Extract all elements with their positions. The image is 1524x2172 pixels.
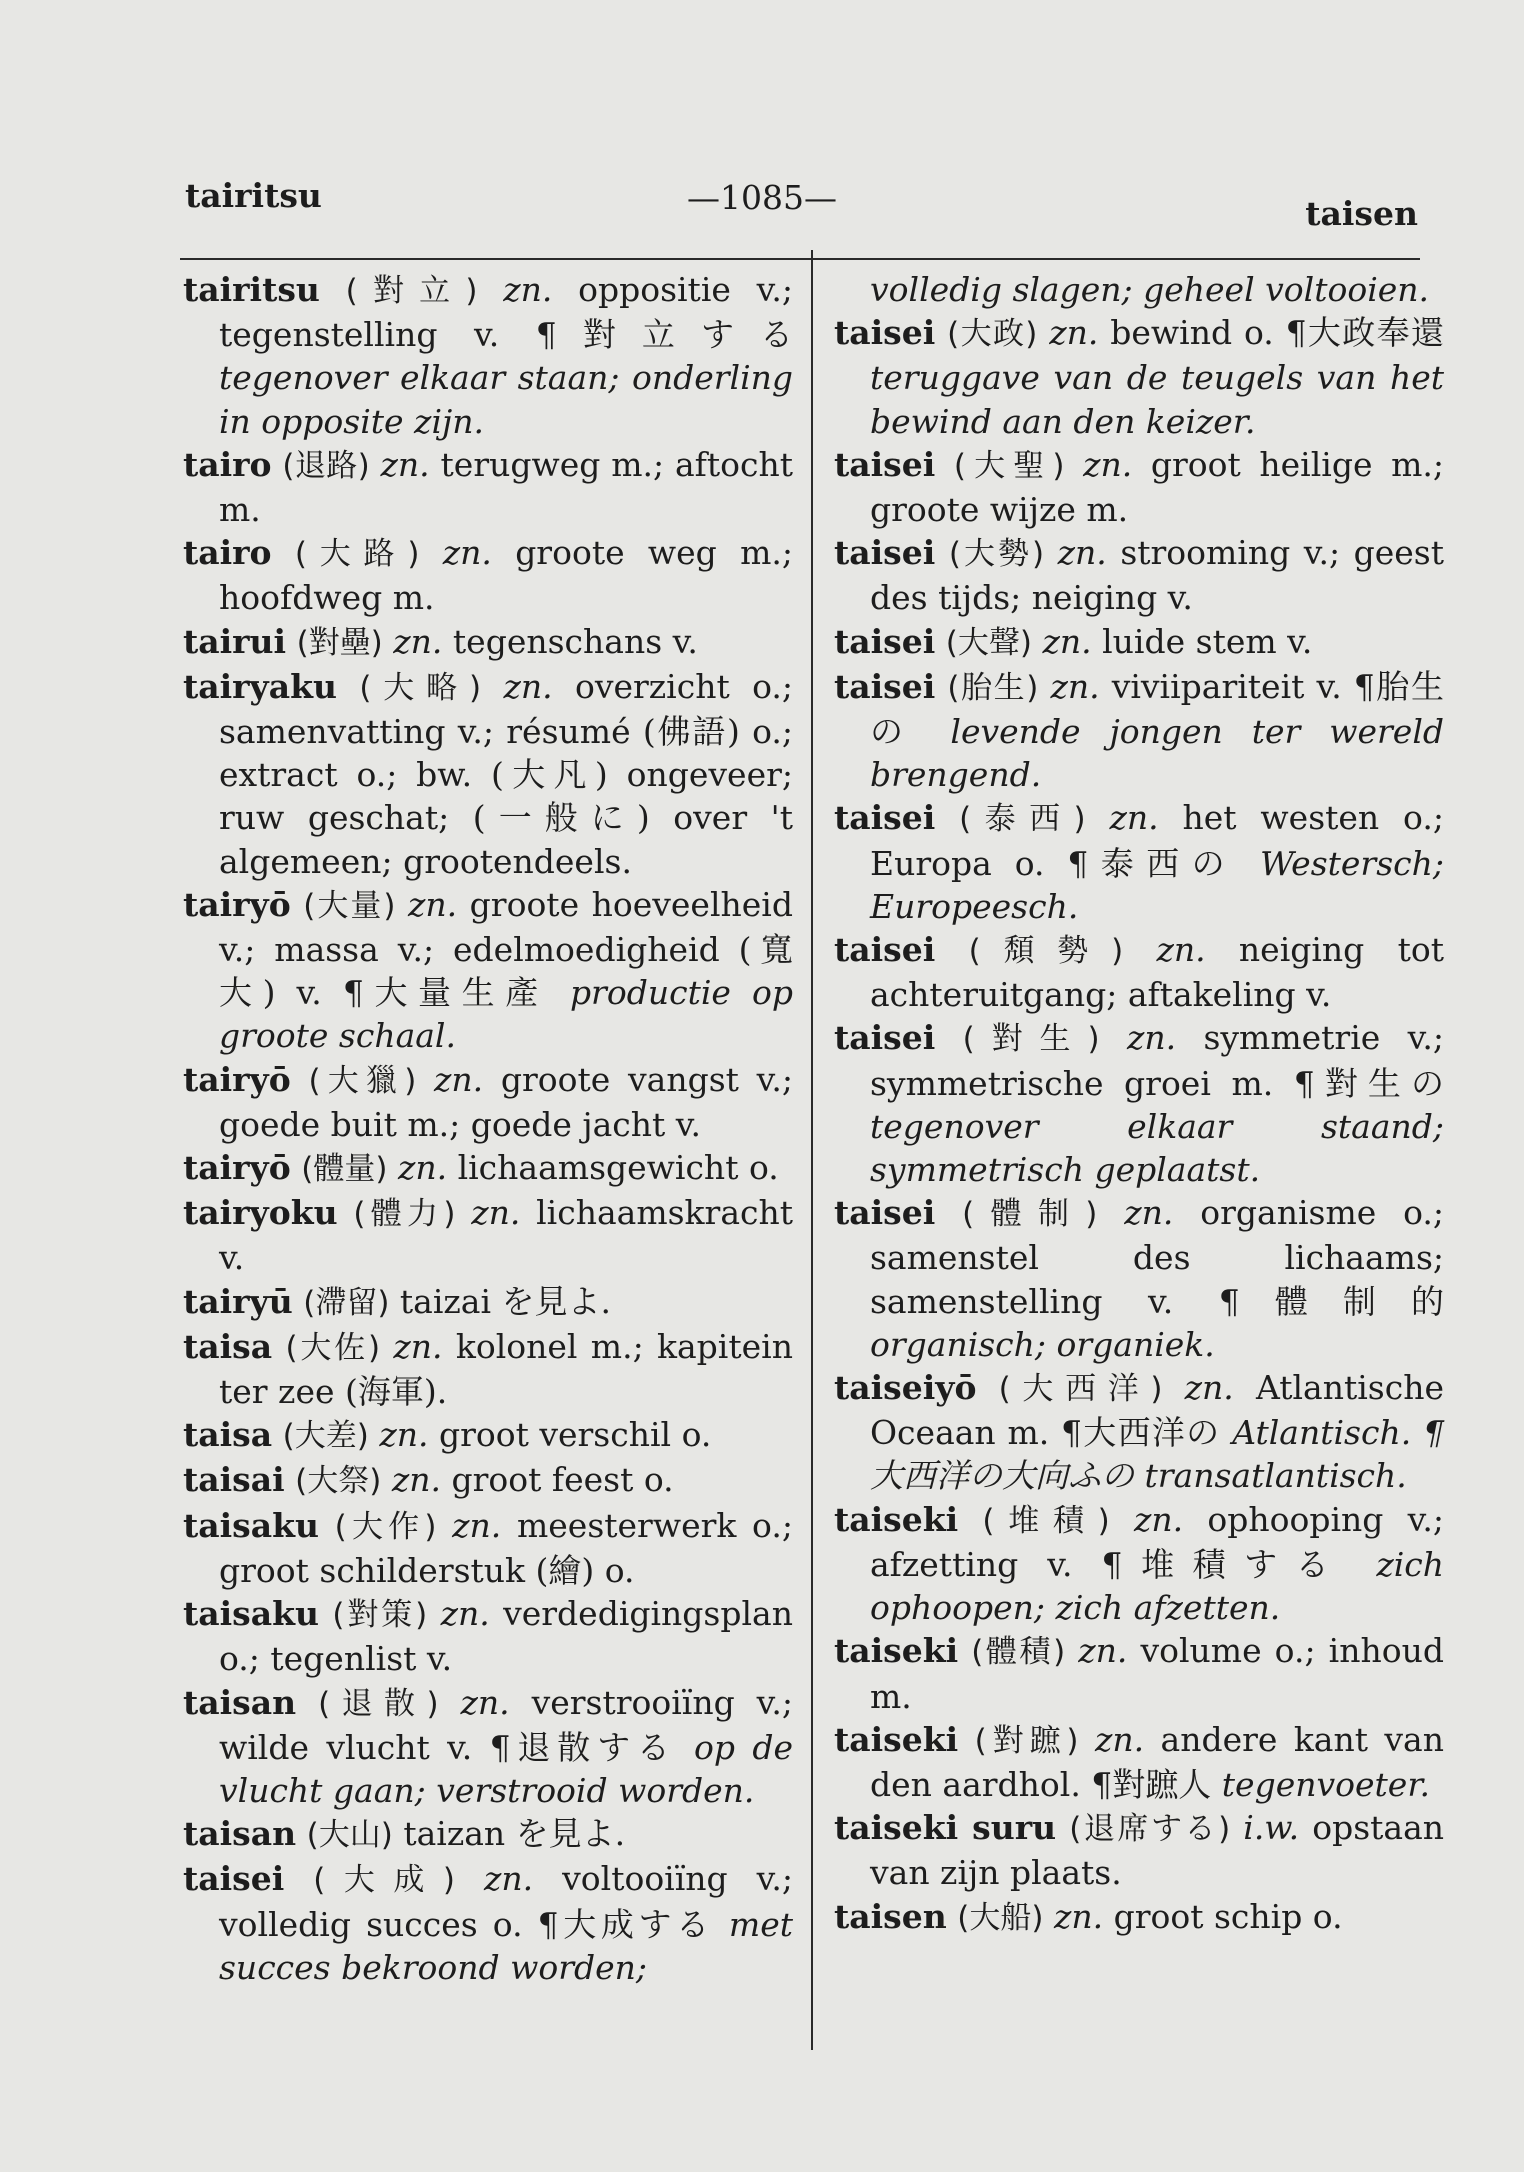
dictionary-entry: [183, 1812, 793, 1857]
part-of-speech: zn.: [391, 1460, 442, 1500]
italic-gloss: levende jongen ter wereld brengend.: [870, 712, 1445, 795]
dictionary-entry: [183, 1458, 793, 1503]
headword: taisei: [834, 444, 936, 484]
definition: ophooping v.; afzetting v. ¶堆積する: [870, 1499, 1444, 1584]
part-of-speech: zn.: [1156, 930, 1206, 970]
kanji: (體力): [353, 1196, 456, 1233]
definition: oppositie v.; tegenstelling v. ¶對立する: [219, 270, 793, 355]
kanji: (體制): [962, 1196, 1098, 1233]
definition: het westen o.; Europa o. ¶泰西の: [870, 798, 1444, 883]
kanji: (大佐): [285, 1329, 381, 1366]
running-head-left: tairitsu: [185, 176, 322, 215]
headword: taiseki: [834, 1631, 959, 1671]
definition: volume o.; inhoud m.: [870, 1631, 1444, 1716]
part-of-speech: zn.: [460, 1682, 510, 1722]
dictionary-entry: [183, 1413, 793, 1458]
headword: tairyoku: [183, 1193, 338, 1233]
left-column: [183, 268, 793, 1989]
dictionary-entry: [183, 531, 793, 619]
dictionary-entry: [834, 928, 1444, 1016]
headword: taisei: [834, 798, 936, 838]
kanji: (大略): [359, 669, 482, 706]
dictionary-entry: [834, 1498, 1444, 1630]
dictionary-entry: [183, 1681, 793, 1813]
kanji: (大山): [306, 1817, 393, 1854]
definition: Atlantische Oceaan m. ¶大西洋の: [870, 1368, 1444, 1453]
definition: meesterwerk o.; groot schilderstuk (繪) o.: [219, 1505, 793, 1590]
dictionary-entry: [183, 268, 793, 443]
dictionary-entry: [834, 1895, 1444, 1940]
entry-continuation: [834, 268, 1444, 311]
definition: luide stem v.: [1102, 621, 1313, 661]
definition: organisme o.; samenstel des lichaams; samenstelling v. ¶體制的: [870, 1193, 1445, 1321]
part-of-speech: zn.: [1109, 798, 1159, 838]
dictionary-entry: [183, 665, 793, 883]
part-of-speech: zn.: [503, 270, 553, 309]
italic-gloss: tegenvoeter.: [1221, 1764, 1430, 1804]
definition: groot verschil o.: [438, 1415, 712, 1455]
kanji: (對立): [345, 273, 478, 309]
kanji: (大成): [313, 1862, 455, 1899]
italic-gloss: op de vlucht gaan; verstrooid worden.: [219, 1727, 793, 1810]
headword: taiseki: [834, 1499, 959, 1539]
headword: taiseiyō: [834, 1368, 977, 1408]
definition: verdedigingsplan o.; tegenlist v.: [219, 1594, 793, 1679]
definition: terugweg m.; aftocht m.: [219, 444, 793, 530]
kanji: (大聲): [945, 624, 1032, 661]
headword: tairyō: [183, 884, 291, 924]
kanji: (對蹠): [974, 1722, 1079, 1759]
part-of-speech: zn.: [1124, 1193, 1174, 1233]
dictionary-entry: [183, 1504, 793, 1592]
headword: taisaku: [183, 1594, 319, 1634]
headword: taisei: [183, 1859, 285, 1899]
part-of-speech: zn.: [483, 1859, 534, 1899]
kanji: (泰西): [959, 801, 1086, 838]
kanji: (大差): [282, 1418, 369, 1455]
part-of-speech: zn.: [1126, 1018, 1177, 1058]
kanji: (體積): [971, 1634, 1066, 1671]
kanji: (大西洋): [998, 1371, 1163, 1408]
page-number: —1085—: [687, 178, 837, 217]
running-head-right: taisen: [1305, 194, 1418, 233]
headword: tairyō: [183, 1059, 291, 1099]
kanji: (大獵): [308, 1062, 417, 1099]
definition: andere kant van den aardhol. ¶對蹠人: [870, 1719, 1444, 1804]
definition: neiging tot achteruitgang; aftakeling v.: [870, 930, 1444, 1015]
definition: lichaamskracht v.: [219, 1193, 793, 1278]
definition: groote hoeveelheid v.; massa v.; edelmoedigheid (寬大) v. ¶大量生產: [219, 884, 793, 1013]
kanji: (大作): [334, 1508, 437, 1545]
definition: lichaamsgewicht o.: [457, 1148, 779, 1188]
headword: taisei: [834, 666, 936, 706]
part-of-speech: i.w.: [1243, 1808, 1300, 1848]
kanji: (退散): [318, 1685, 439, 1722]
kanji: (大船): [957, 1899, 1044, 1936]
headword: tairyū: [183, 1281, 293, 1321]
dictionary-entry: [834, 796, 1444, 928]
dictionary-entry: [183, 1325, 793, 1413]
kanji: (對生): [962, 1021, 1100, 1058]
dictionary-entry: [834, 531, 1444, 619]
italic-gloss: productie op groote schaal.: [219, 973, 793, 1056]
definition: strooming v.; geest des tijds; neiging v.: [870, 533, 1444, 618]
part-of-speech: zn.: [503, 666, 553, 706]
part-of-speech: zn.: [408, 884, 458, 924]
headword: taiseki: [834, 1719, 959, 1759]
kanji: (大量): [303, 887, 396, 924]
header-rule: [180, 258, 1420, 260]
definition: groote vangst v.; goede buit m.; goede jacht v.: [219, 1059, 793, 1144]
part-of-speech: zn.: [1094, 1719, 1145, 1759]
kanji: (堆積): [982, 1502, 1110, 1539]
part-of-speech: zn.: [1042, 621, 1092, 661]
definition: taizai を見よ.: [399, 1281, 612, 1321]
definition: taizan を見よ.: [403, 1814, 626, 1854]
headword: tairui: [183, 621, 287, 661]
kanji: (頽勢): [968, 933, 1124, 970]
headword: taisei: [834, 621, 936, 661]
definition: kolonel m.; kapitein ter zee (海軍).: [219, 1326, 793, 1412]
dictionary-entry: [834, 1718, 1444, 1806]
definition: bewind o. ¶大政奉還: [1110, 313, 1444, 353]
dictionary-entry: [834, 620, 1444, 665]
part-of-speech: zn.: [1050, 666, 1100, 706]
kanji: (大勢): [948, 536, 1045, 573]
dictionary-entry: [183, 1058, 793, 1146]
part-of-speech: zn.: [1134, 1499, 1184, 1539]
headword: taisei: [834, 313, 936, 353]
definition: symmetrie v.; symmetrische groei m. ¶對生の: [870, 1018, 1444, 1103]
headword: taisei: [834, 533, 936, 573]
definition: voltooiïng v.; volledig succes o. ¶大成する: [219, 1859, 793, 1944]
italic-gloss: teruggave van de teugels van het bewind aan den keizer.: [870, 358, 1444, 441]
italic-gloss: Atlantisch. ¶大西洋の大向ふの transatlantisch.: [870, 1413, 1444, 1496]
part-of-speech: zn.: [397, 1148, 448, 1188]
part-of-speech: zn.: [380, 444, 430, 484]
italic-gloss: zich ophoopen; zich afzetten.: [870, 1544, 1444, 1628]
dictionary-entry: [183, 1191, 793, 1279]
part-of-speech: zn.: [393, 621, 443, 661]
headword: taiseki suru: [834, 1808, 1057, 1848]
dictionary-entry: [834, 1629, 1444, 1717]
part-of-speech: zn.: [1053, 1896, 1104, 1936]
italic-gloss: met succes bekroond worden;: [219, 1904, 794, 1987]
headword: taisei: [834, 1018, 936, 1058]
dictionary-entry: [183, 1592, 793, 1680]
part-of-speech: zn.: [1078, 1631, 1128, 1671]
dictionary-entry: [183, 1280, 793, 1325]
definition: overzicht o.; samenvatting v.; résumé (佛語) o.; extract o.; bw. (大凡) ongeveer; ruw geschat; (一般に) over 't algemeen; grootendeels.: [219, 666, 793, 881]
italic-gloss: organisch; organiek.: [870, 1324, 1215, 1364]
kanji: (滯留): [303, 1284, 390, 1321]
definition: groot feest o.: [451, 1460, 674, 1500]
kanji: (對策): [332, 1597, 428, 1634]
kanji: (大政): [947, 316, 1038, 353]
kanji: (大路): [294, 536, 420, 573]
definition: tegenschans v.: [452, 621, 698, 661]
headword: tairo: [183, 444, 272, 484]
right-column: [834, 268, 1444, 1940]
headword: tairo: [183, 533, 272, 573]
headword: taisaku: [183, 1505, 319, 1545]
definition: groote weg m.; hoofdweg m.: [219, 533, 793, 618]
part-of-speech: zn.: [1184, 1368, 1234, 1408]
part-of-speech: zn.: [471, 1193, 521, 1233]
headword: taisa: [183, 1415, 273, 1455]
definition: groot schip o.: [1113, 1896, 1343, 1936]
definition: opstaan van zijn plaats.: [870, 1808, 1444, 1893]
definition: verstrooiïng v.; wilde vlucht v. ¶退散する: [219, 1682, 793, 1767]
kanji: (對壘): [296, 624, 383, 661]
definition: viviipariteit v. ¶胎生の: [870, 666, 1444, 752]
dictionary-entry: [183, 443, 793, 531]
kanji: (胎生): [947, 669, 1039, 706]
headword: tairyō: [183, 1148, 291, 1188]
kanji: (退席する): [1069, 1811, 1231, 1848]
dictionary-entry: [834, 665, 1444, 797]
headword: taisei: [834, 1193, 936, 1233]
headword: taisan: [183, 1814, 297, 1854]
dictionary-entry: [834, 443, 1444, 531]
part-of-speech: zn.: [442, 533, 492, 573]
dictionary-entry: [183, 620, 793, 665]
headword: tairitsu: [183, 270, 320, 309]
headword: tairyaku: [183, 666, 337, 706]
part-of-speech: zn.: [393, 1326, 443, 1366]
part-of-speech: zn.: [1057, 533, 1107, 573]
dictionary-entry: [834, 1016, 1444, 1191]
dictionary-entry: [834, 1191, 1444, 1366]
dictionary-entry: [834, 1806, 1444, 1894]
dictionary-entry: [183, 1146, 793, 1191]
kanji: (大聖): [953, 447, 1065, 484]
italic-gloss: volledig slagen; geheel voltooien.: [870, 270, 1430, 309]
dictionary-entry: [183, 883, 793, 1058]
dictionary-entry: [183, 1857, 793, 1989]
dictionary-entry: [834, 1366, 1444, 1498]
italic-gloss: Westersch; Europeesch.: [870, 843, 1444, 926]
kanji: (體量): [301, 1151, 388, 1188]
kanji: (大祭): [295, 1463, 382, 1500]
headword: taisa: [183, 1326, 273, 1366]
part-of-speech: zn.: [452, 1505, 502, 1545]
headword: taisai: [183, 1460, 285, 1500]
part-of-speech: zn.: [440, 1594, 490, 1634]
definition: groot heilige m.; groote wijze m.: [870, 444, 1444, 530]
headword: taisei: [834, 930, 936, 970]
italic-gloss: tegenover elkaar staan; onderling in opposite zijn.: [219, 358, 793, 441]
headword: taisen: [834, 1896, 947, 1936]
part-of-speech: zn.: [379, 1415, 429, 1455]
headword: taisan: [183, 1682, 297, 1722]
italic-gloss: tegenover elkaar staand; symmetrisch geplaatst.: [870, 1106, 1444, 1190]
kanji: (退路): [282, 447, 370, 484]
part-of-speech: zn.: [1083, 444, 1133, 484]
part-of-speech: zn.: [434, 1059, 484, 1099]
column-divider: [811, 250, 813, 2050]
part-of-speech: zn.: [1049, 313, 1099, 353]
dictionary-entry: [834, 311, 1444, 443]
